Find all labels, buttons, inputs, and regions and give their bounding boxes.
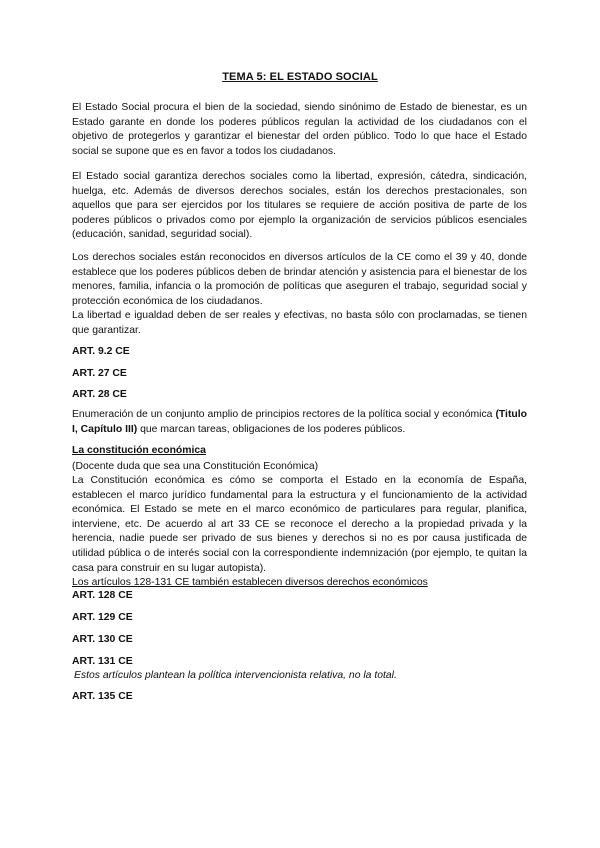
paragraph-politica-intervencionista: Estos artículos plantean la política intervencionista relativa, no la total.: [74, 670, 397, 681]
article-128: ART. 128 CE: [72, 590, 133, 601]
article-28: ART. 28 CE: [72, 389, 127, 400]
paragraph-principios-rectores: [72, 408, 527, 437]
article-129: ART. 129 CE: [72, 612, 133, 623]
paragraph-constitucion-economica: La Constitución económica es cómo se comporta el Estado en la economía de España, establecen el marco jurídico fundamental para la estructura y el funcionamiento de la actividad económica. El Estado se mete en el marco económico de particulares para regular, planifica, interviene, etc. De acuerdo al art 33 CE se reconoce el derecho a la propiedad privada y la herencia, nadie puede ser privado de sus bienes y derechos si no es por causa justificada de utilidad pública o de interés social con la correspondiente indemnización (por ejemplo, te quitan la casa para construir en su lugar autopista).: [72, 475, 527, 574]
titulo-capitulo: (Titulo I, Capítulo III): [72, 409, 527, 435]
paragraph-articulos-128-131: Los artículos 128-131 CE también establecen diversos derechos económicos: [72, 577, 428, 588]
paragraph-libertad-igualdad: La libertad e igualdad deben de ser reales y efectivas, no basta sólo con proclamadas, se tienen que garantizar.: [72, 310, 527, 336]
article-130: ART. 130 CE: [72, 634, 133, 645]
section-note: (Docente duda que sea una Constitución Económica): [72, 461, 319, 472]
article-131: ART. 131 CE: [72, 656, 133, 667]
paragraph-derechos-sociales: El Estado social garantiza derechos sociales como la libertad, expresión, cátedra, sindicación, huelga, etc. Además de diversos derechos sociales, están los derechos prestacionales, son aquellos que para ser ejercidos por los titulares se requiere de acción positiva de parte de los poderes públicos o privados como por ejemplo la organización de servicios públicos esenciales (educación, sanidad, seguridad social).: [72, 171, 527, 241]
principios-text-rest: que marcan tareas, obligaciones de los poderes públicos.: [137, 423, 406, 435]
article-135: ART. 135 CE: [72, 691, 133, 702]
article-9-2: ART. 9.2 CE: [72, 346, 130, 357]
paragraph-estado-social: El Estado Social procura el bien de la sociedad, siendo sinónimo de Estado de bienestar, es un Estado garante en donde los poderes públicos regulan la actividad de los ciudadanos con el objetivo de protegerlos y garantizar el bienestar del orden público. Todo lo que hace el Estado social se supone que es en favor a todos los ciudadanos.: [72, 102, 527, 157]
paragraph-derechos-reconocidos: Los derechos sociales están reconocidos en diversos artículos de la CE como el 39 y 40, donde establece que los poderes públicos deben de brindar atención y asistencia para el bienestar de los menores, familia, infancia o la promoción de políticas que aseguren el trabajo, seguridad social y protección económica de los ciudadanos.: [72, 252, 527, 307]
page-title: TEMA 5: EL ESTADO SOCIAL: [222, 71, 378, 83]
article-27: ART. 27 CE: [72, 368, 127, 379]
section-heading: La constitución económica: [72, 445, 206, 456]
principios-text: Enumeración de un conjunto amplio de principios rectores de la política social y económica: [72, 409, 493, 420]
